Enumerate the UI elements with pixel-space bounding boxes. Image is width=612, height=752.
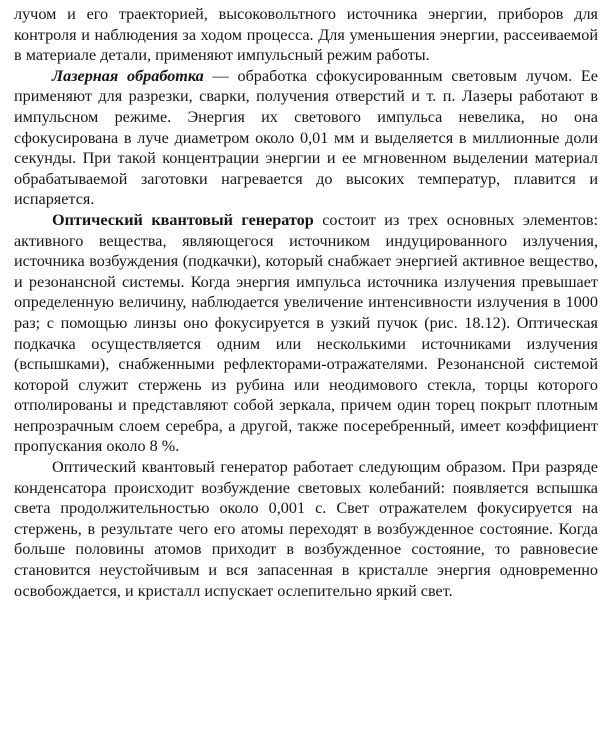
paragraph-quantum-generator (14, 210, 598, 457)
paragraph-generator-operation (14, 457, 598, 601)
document-page (14, 4, 598, 601)
paragraph-text: Оптический квантовый генератор работает следующим образом. При разряде конденсатора происходит возбуждение световых колебаний: появляется вспышка света продолжительностью около 0,001 с. Свет отражателем фокусируется на стержень, в результате чего его атомы переходят в возбужденное состояние. Когда больше половины атомов приходит в возбужденное состояние, то равновесие становится неустойчивым и вся запасенная в кристалле энергия одновременно освобождается, и кристалл испускает ослепительно яркий свет. (14, 458, 598, 600)
paragraph-electron-beam-end (14, 4, 598, 66)
paragraph-text: — обработка сфокусированным световым лучом. Ее применяют для разрезки, сварки, получения отверстий и т. п. Лазеры работают в импульсном режиме. Энергия их светового импульса невелика, но она сфокусирована в луче диаметром около 0,01 мм и выделяется в миллионные доли секунды. При такой концентрации энергии и ее мгновенном выделении материал обрабатываемой заготовки нагревается до высоких температур, плавится и испаряется. (14, 66, 598, 209)
paragraph-text: лучом и его траекторией, высоковольтного источника энергии, приборов для контроля и наблюдения за ходом процесса. Для уменьшения энергии, рассеиваемой в материале детали, применяют импульсный режим работы. (14, 5, 598, 65)
paragraph-laser-processing (14, 66, 598, 210)
term-quantum-generator: Оптический квантовый генератор (52, 210, 314, 229)
term-laser-processing: Лазерная обработка (52, 66, 204, 85)
paragraph-text: состоит из трех основных элементов: активного вещества, являющегося источником индуцированного излучения, источника возбуждения (подкачки), который снабжает энергией активное вещество, и резонансной системы. Когда энергия импульса источника излучения превышает определенную величину, наблюдается увеличение интенсивности излучения в 1000 раз; с помощью линзы оно фокусируется в узкий пучок (рис. 18.12). Оптическая подкачка осуществляется одним или несколькими источниками излучения (вспышками), снабженными рефлекторами-отражателями. Резонансной системой которой служит стержень из рубина или неодимового стекла, торцы которого отполированы и представляют собой зеркала, причем один торец покрыт плотным непрозрачным слоем серебра, а другой, также посеребренный, имеет коэффициент пропускания около 8 %. (14, 210, 598, 456)
